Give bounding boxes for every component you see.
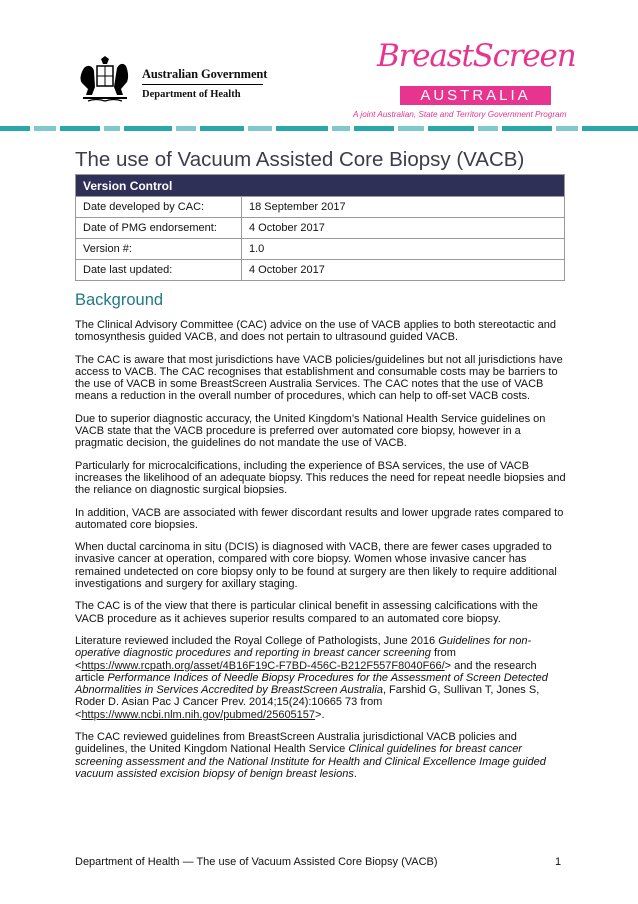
row-label: Version #: [76,239,242,260]
row-value: 1.0 [242,239,565,260]
paragraph: The CAC is of the view that there is particular clinical benefit in assessing calcifications with the VACB procedure as it achieves superior results compared to an automated core biopsy. [75,600,538,625]
citation-title: Clinical guidelines for breast cancer screening assessment and the National Institute for Health and Clinical Excellence Image guided vacuum assisted excision biopsy of benign breast lesions [75,743,546,780]
section-heading-background: Background [75,291,164,309]
paragraph: Due to superior diagnostic accuracy, the United Kingdom’s National Health Service guidelines on VACB state that the VACB procedure is preferred over automated core biopsy, however in a pragmatic decision, the guidelines do not mandate the use of VACB. [75,412,546,450]
page-title: The use of Vacuum Assisted Core Biopsy (VACB) [75,148,525,171]
text: , Farshid G, Sullivan T, Jones S, Roder D. Asian Pac J Cancer Prev. 2014;15(24):10665 73 from < [75,684,540,721]
breastscreen-logo-sub: AUSTRALIA [400,86,551,105]
citation-title: Performance Indices of Needle Biopsy Procedures for the Assessment of Screen Detected Abnormalities in Services Accredited by BreastScreen Australia [75,671,548,697]
pubmed-link[interactable]: https://www.ncbi.nlm.nih.gov/pubmed/25605157 [81,708,316,721]
paragraph: In addition, VACB are associated with fewer discordant results and lower upgrade rates compared to automated core biopsies. [75,506,564,531]
text: > and the research article [75,659,537,684]
paragraph: The CAC is aware that most jurisdictions have VACB policies/guidelines but not all jurisdictions have access to VACB. The CAC recognises that establishment and consumable costs may be barriers to the use of VACB in some BreastScreen Australia Services. The CAC notes that the use of VACB means a reduction in the overall number of procedures, which can help to off-set VACB costs. [75,353,563,403]
breastscreen-tagline: A joint Australian, State and Territory Government Program [353,110,567,119]
table-row [76,197,565,218]
text: . [353,767,357,780]
page-number: 1 [555,856,562,868]
government-title: Australian Government [142,67,268,81]
coat-of-arms-icon [80,56,130,104]
version-control-table [75,174,565,281]
text: from < [75,647,456,672]
table-heading: Version Control [76,175,565,197]
row-value: 4 October 2017 [242,218,565,239]
breastscreen-logo-wordmark: BreastScreen [377,38,576,74]
table-row [76,218,565,239]
paragraph-guidelines [75,731,567,780]
row-value: 4 October 2017 [242,260,565,281]
table-row [76,260,565,281]
row-label: Date of PMG endorsement: [76,218,242,239]
rcpath-link[interactable]: https://www.rcpath.org/asset/4B16F19C-F7BD-456C-B212F557F8040F66/ [81,659,445,672]
text: The CAC reviewed guidelines from BreastScreen Australia jurisdictional VACB policies and guidelines, the United Kingdom National Health Service [75,731,517,756]
row-label: Date developed by CAC: [76,197,242,218]
text: Literature reviewed included the Royal College of Pathologists, June 2016 [75,634,439,647]
background-body [75,319,567,790]
footer-text: Department of Health — The use of Vacuum Assisted Core Biopsy (VACB) [75,856,438,868]
table-row [76,239,565,260]
paragraph: When ductal carcinoma in situ (DCIS) is diagnosed with VACB, there are fewer cases upgraded to invasive cancer at operation, compared with core biopsy. Women whose invasive cancer has remained undetected on core biopsy only to be found at surgery are then likely to require additional investigations and surgery for axillary staging. [75,541,557,591]
row-label: Date last updated: [76,260,242,281]
decorative-band [0,126,638,131]
text: >. [315,708,325,721]
paragraph: The Clinical Advisory Committee (CAC) advice on the use of VACB applies to both stereotactic and tomosynthesis guided VACB, and does not pertain to ultrasound guided VACB. [75,319,556,344]
paragraph-literature [75,635,567,721]
divider [142,84,263,85]
paragraph: Particularly for microcalcifications, including the experience of BSA services, the use of VACB increases the likelihood of an adequate biopsy. This reduces the need for repeat needle biopsies and the reliance on diagnostic surgical biopsies. [75,459,566,497]
table-header-row [76,175,565,197]
citation-title: Guidelines for non-operative diagnostic procedures and reporting in breast cancer screening [75,634,532,660]
row-value: 18 September 2017 [242,197,565,218]
department-name: Department of Health [142,89,241,100]
